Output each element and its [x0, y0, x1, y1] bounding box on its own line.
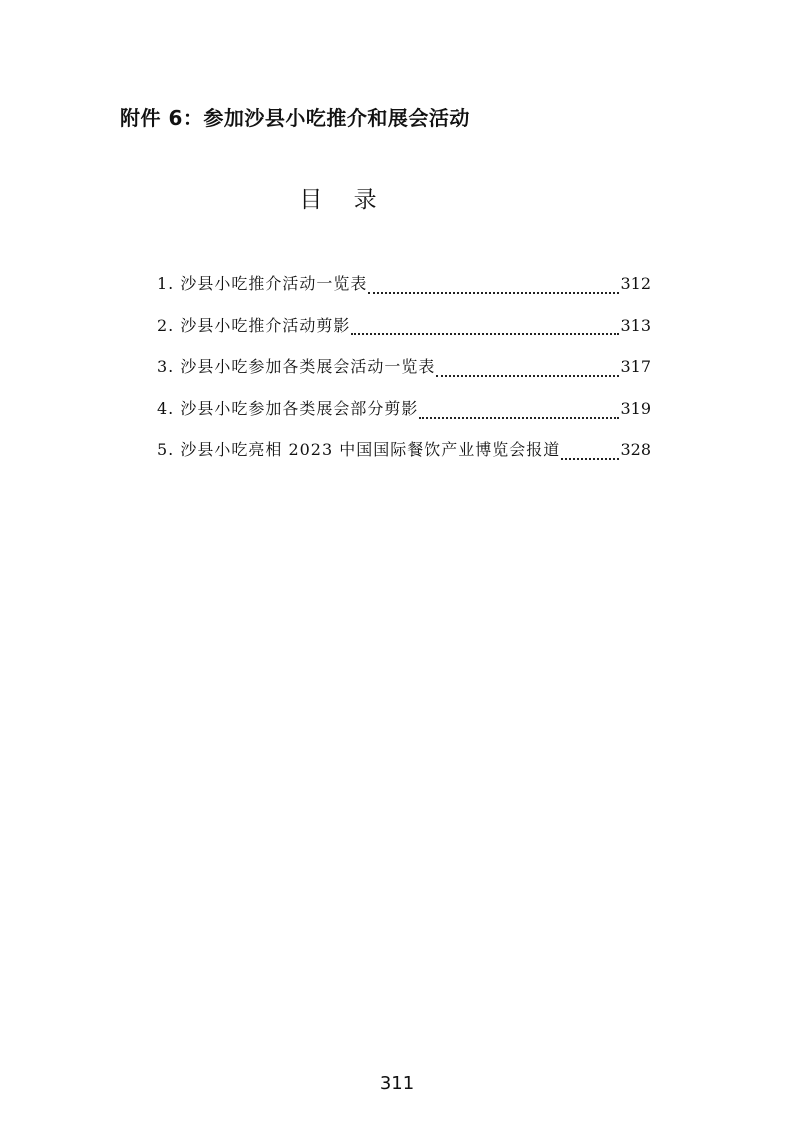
- attachment-heading: 附件 6：参加沙县小吃推介和展会活动: [120, 106, 470, 130]
- toc-dot-leader: [368, 292, 619, 294]
- toc-entry-4[interactable]: [157, 393, 651, 435]
- toc-entry-3[interactable]: [157, 351, 651, 393]
- table-of-contents: [157, 268, 651, 476]
- toc-entry-page: 319: [620, 398, 651, 418]
- page-number: 311: [379, 1073, 415, 1094]
- toc-entry-label: 1. 沙县小吃推介活动一览表: [157, 274, 368, 293]
- toc-entry-label: 3. 沙县小吃参加各类展会活动一览表: [157, 357, 436, 377]
- toc-dot-leader: [561, 458, 619, 460]
- toc-entry-1[interactable]: [157, 268, 651, 310]
- toc-entry-2[interactable]: [157, 310, 651, 352]
- toc-dot-leader: [419, 417, 619, 419]
- toc-dot-leader: [351, 333, 619, 335]
- toc-entry-label: 2. 沙县小吃推介活动剪影: [157, 315, 351, 335]
- toc-dot-leader: [436, 375, 619, 377]
- toc-entry-5[interactable]: [157, 434, 651, 476]
- toc-entry-page: 312: [620, 274, 651, 293]
- toc-entry-page: 313: [620, 315, 651, 335]
- toc-title: 目 录: [299, 187, 389, 213]
- toc-entry-label: 4. 沙县小吃参加各类展会部分剪影: [157, 398, 419, 418]
- toc-entry-page: 317: [620, 357, 651, 377]
- toc-entry-label: 5. 沙县小吃亮相 2023 中国国际餐饮产业博览会报道: [157, 440, 561, 460]
- toc-entry-page: 328: [620, 440, 651, 460]
